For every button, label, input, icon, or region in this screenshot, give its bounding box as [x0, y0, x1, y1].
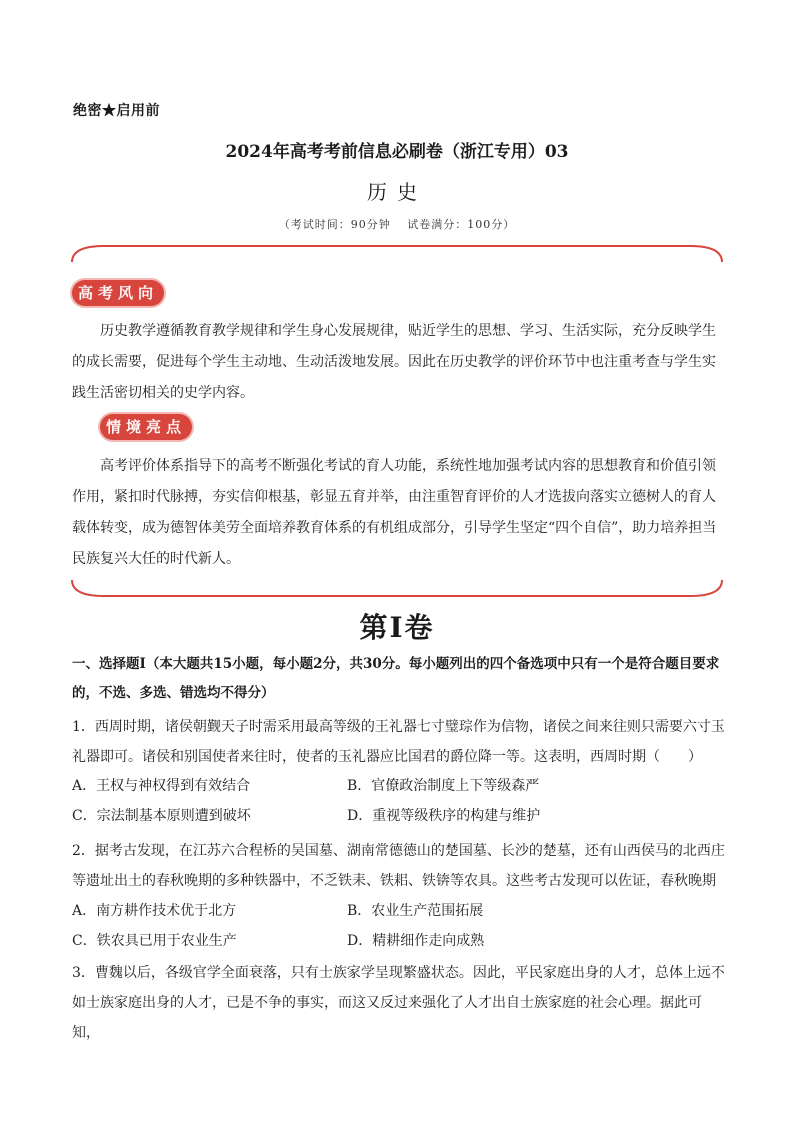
secret-label: 绝密★启用前 [73, 103, 160, 119]
paragraph-exam-trend: 历史教学遵循教育教学规律和学生身心发展规律，贴近学生的思想、学习、生活实际，充分反映学生的成长需要，促进每个学生主动地、生动活泼地发展。因此在历史教学的评价环节中也注重考查与学生实践生活密切相关的史学内容。 [72, 323, 716, 401]
frame-top-curve [72, 246, 722, 262]
section-title: 第I卷 [359, 611, 435, 644]
badge-exam-trend: 高考风向 [72, 280, 164, 306]
question-1-stem: 1．西周时期，诸侯朝觐天子时需采用最高等级的王礼器七寸璧琮作为信物，诸侯之间来往则只需要六寸玉礼器即可。诸侯和别国使者来往时，使者的玉礼器应比国君的爵位降一等。这表明，西周时期（ ） [72, 719, 725, 765]
question-1-option-d: D．重视等级秩序的构建与维护 [347, 808, 541, 824]
question-1-option-c: C．宗法制基本原则遭到破坏 [72, 808, 251, 824]
subject-title: 历史 [367, 180, 427, 204]
section-intro: 一、选择题I（本大题共15小题，每小题2分，共30分。每小题列出的四个备选项中只有一个是符合题目要求的，不选、多选、错选均不得分） [72, 656, 720, 701]
paragraph-highlight: 高考评价体系指导下的高考不断强化考试的育人功能，系统性地加强考试内容的思想教育和价值引领作用，紧扣时代脉搏，夯实信仰根基，彰显五育并举，由注重智育评价的人才选拔向落实立德树人的育人载体转变，成为德智体美劳全面培养教育体系的有机组成部分，引导学生坚定“四个自信”，助力培养担当民族复兴大任的时代新人。 [72, 458, 717, 567]
question-2-stem: 2．据考古发现，在江苏六合程桥的吴国墓、湖南常德德山的楚国墓、长沙的楚墓，还有山西侯马的北西庄等遗址出土的春秋晚期的多种铁器中，不乏铁耒、铁耜、铁锛等农具。这些考古发现可以佐证，春秋晚期 [72, 843, 725, 889]
badge-highlight: 情境亮点 [100, 414, 192, 440]
exam-info: （考试时间：90分钟 试卷满分：100分） [278, 218, 516, 231]
page-title: 2024年高考考前信息必刷卷（浙江专用）03 [225, 142, 569, 162]
question-2-option-b: B．农业生产范围拓展 [347, 903, 484, 919]
question-1-option-b: B．官僚政治制度上下等级森严 [347, 778, 540, 794]
question-1-option-a: A．王权与神权得到有效结合 [72, 778, 251, 794]
question-2-option-c: C．铁农具已用于农业生产 [72, 933, 237, 949]
question-3-stem: 3．曹魏以后，各级官学全面衰落，只有士族家学呈现繁盛状态。因此，平民家庭出身的人才，总体上远不如士族家庭出身的人才，已是不争的事实，而这又反过来强化了人才出自士族家庭的社会心理。据此可知， [72, 965, 725, 1041]
question-2-option-d: D．精耕细作走向成熟 [347, 933, 485, 949]
question-2-option-a: A．南方耕作技术优于北方 [72, 903, 237, 919]
frame-bottom-curve [72, 580, 722, 596]
